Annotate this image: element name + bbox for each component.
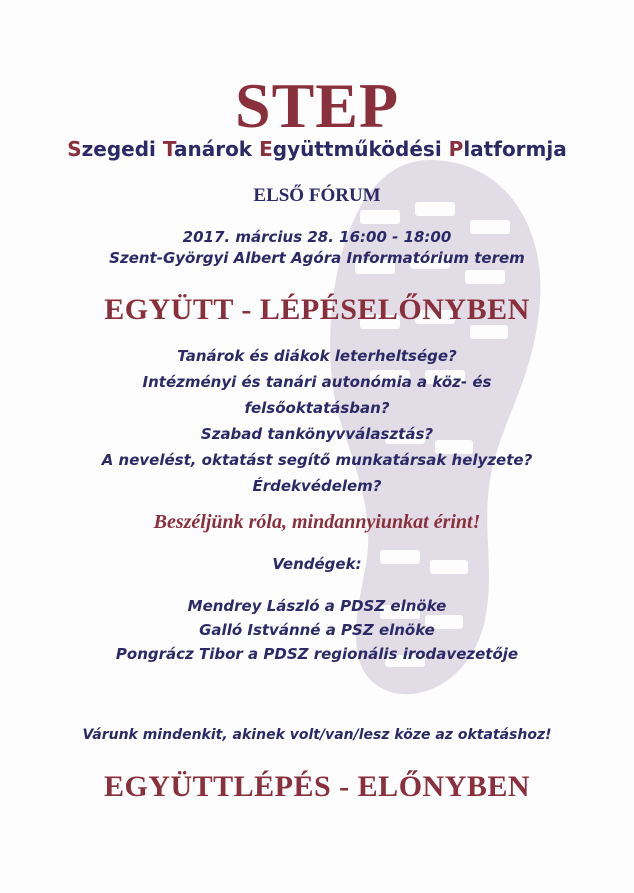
question-item: Tanárok és diákok leterheltsége? bbox=[177, 347, 457, 365]
guest-item: Mendrey László a PDSZ elnöke bbox=[187, 597, 447, 615]
platform-name bbox=[0, 136, 634, 162]
event-headline: EGYÜTT - LÉPÉSELŐNYBEN bbox=[104, 293, 530, 326]
platform-word-4: Platformja bbox=[448, 137, 567, 161]
event-location: Szent-Györgyi Albert Agóra Informatórium terem bbox=[109, 249, 525, 267]
event-details bbox=[0, 227, 634, 269]
welcome-message: Várunk mindenkit, akinek volt/van/lesz köze az oktatáshoz! bbox=[82, 727, 552, 743]
step-acronym-title: STEP bbox=[234, 70, 400, 141]
question-item: A nevelést, oktatást segítő munkatársak helyzete? bbox=[101, 451, 533, 469]
question-item: Szabad tankönyvválasztás? bbox=[200, 425, 434, 443]
guest-list bbox=[0, 594, 634, 666]
platform-word-2: Tanárok bbox=[162, 137, 253, 161]
discussion-questions bbox=[0, 343, 634, 499]
event-datetime: 2017. március 28. 16:00 - 18:00 bbox=[182, 228, 452, 246]
closing-slogan: EGYÜTTLÉPÉS - ELŐNYBEN bbox=[103, 770, 531, 803]
forum-title: ELSŐ FÓRUM bbox=[253, 185, 381, 206]
guest-item: Galló Istvánné a PSZ elnöke bbox=[199, 621, 435, 639]
question-item: Intézményi és tanári autonómia a köz- és bbox=[142, 373, 492, 391]
guests-label: Vendégek: bbox=[272, 555, 362, 573]
call-to-action: Beszéljünk róla, mindannyiunkat érint! bbox=[153, 511, 481, 533]
guest-item: Pongrácz Tibor a PDSZ regionális irodavezetője bbox=[115, 645, 519, 663]
question-item: felsőoktatásban? bbox=[244, 399, 390, 417]
platform-word-1: Szegedi bbox=[67, 137, 156, 161]
question-item: Érdekvédelem? bbox=[252, 477, 382, 495]
platform-word-3: Együttműködési bbox=[259, 137, 442, 161]
